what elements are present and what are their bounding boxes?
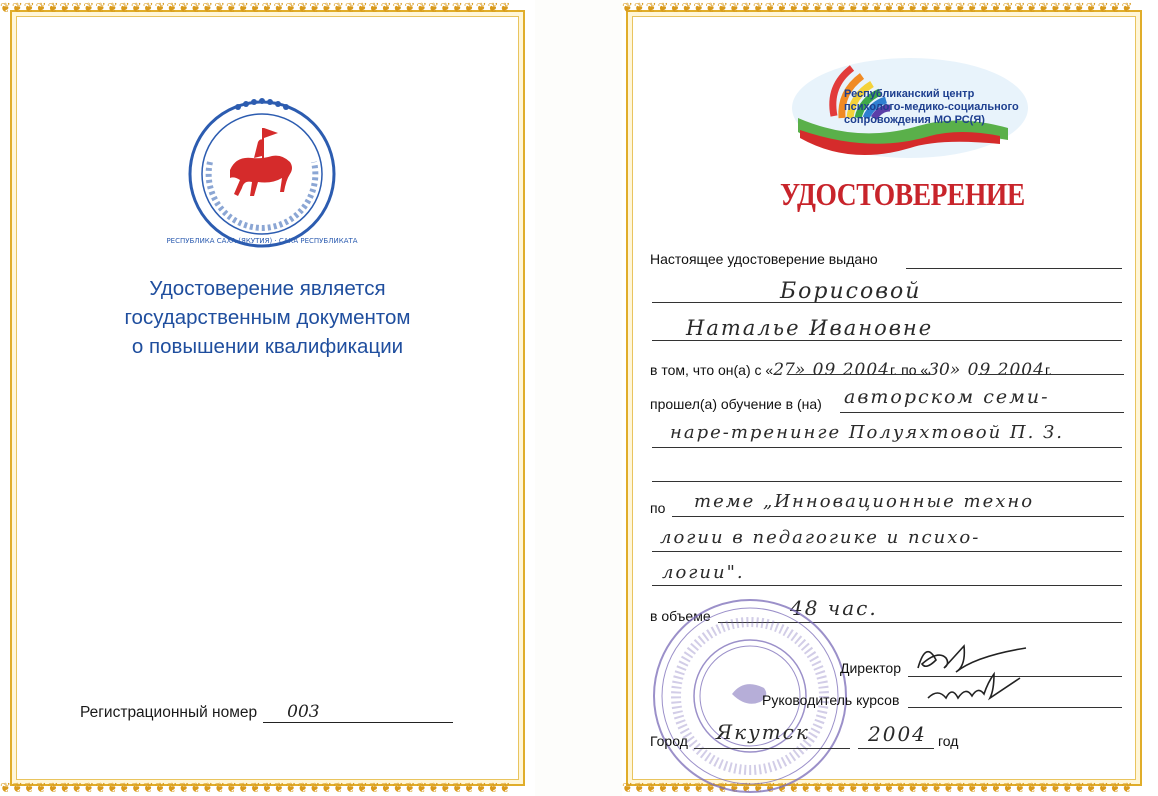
ornament-top: ❦❦❦❦❦❦❦❦❦❦❦❦❦❦❦❦❦❦❦❦❦❦❦❦❦❦❦❦❦❦❦❦❦❦❦❦❦❦❦❦❦❦❦ [622, 1, 1134, 16]
period-label [650, 360, 1052, 380]
ornament-bottom: ❦❦❦❦❦❦❦❦❦❦❦❦❦❦❦❦❦❦❦❦❦❦❦❦❦❦❦❦❦❦❦❦❦❦❦❦❦❦❦❦❦❦❦ [0, 781, 512, 796]
qualification-statement [60, 274, 475, 361]
topic-line-3 [652, 585, 1122, 586]
topic-value-2: логии в педагогике и психо- [660, 527, 981, 548]
end-rest: » 09 2004 [949, 360, 1045, 380]
trained-line-1 [840, 412, 1124, 413]
city-label: Город [650, 733, 688, 749]
logo-line: Республиканский центр [844, 88, 975, 100]
page-gap [535, 0, 622, 796]
start-day: 27 [773, 360, 795, 380]
trained-label: прошел(а) обучение в (на) [650, 396, 822, 412]
trained-line-2 [652, 447, 1122, 448]
yakutia-emblem-icon [166, 92, 358, 252]
period-prefix: в том, что он(а) с « [650, 362, 774, 378]
topic-line-1 [672, 516, 1124, 517]
statement-line: Удостоверение является [149, 277, 386, 300]
registration-label: Регистрационный номер [80, 704, 258, 721]
certificate-title: УДОСТОВЕРЕНИЕ [780, 176, 1025, 212]
issued-label: Настоящее удостоверение выдано [650, 251, 878, 267]
course-head-signature-icon [920, 672, 1020, 712]
surname-value: Борисовой [780, 279, 922, 304]
period-end-line [978, 374, 1124, 375]
course-head-label: Руководитель курсов [762, 692, 900, 708]
period-start-line [788, 374, 930, 375]
start-rest: » 09 2004 [794, 360, 890, 380]
trained-value-2: наре-тренинге Полуяхтовой П. З. [670, 422, 1064, 443]
volume-label: в объеме [650, 608, 711, 624]
ornament-bottom: ❦❦❦❦❦❦❦❦❦❦❦❦❦❦❦❦❦❦❦❦❦❦❦❦❦❦❦❦❦❦❦❦❦❦❦❦❦❦❦❦❦❦❦ [622, 781, 1134, 796]
period-suffix: г. [1044, 362, 1053, 378]
end-day: 30 [928, 360, 950, 380]
city-line [694, 748, 850, 749]
director-label: Директор [840, 660, 901, 676]
logo-line: сопровождения МО РС(Я) [844, 114, 985, 126]
given-names-line [652, 340, 1122, 341]
topic-line-2 [652, 551, 1122, 552]
topic-value-3: логии". [662, 562, 745, 583]
given-names-value: Наталье Ивановне [686, 316, 934, 340]
topic-label: по [650, 500, 666, 516]
year-suffix: год [938, 733, 959, 749]
registration-value: 003 [263, 702, 453, 723]
trained-value-1: авторском семи- [844, 386, 1050, 408]
center-logo-text [844, 88, 1044, 127]
issued-line [906, 268, 1122, 269]
period-to: г. по « [889, 362, 929, 378]
statement-line: государственным документом [124, 306, 411, 329]
ornament-top: ❦❦❦❦❦❦❦❦❦❦❦❦❦❦❦❦❦❦❦❦❦❦❦❦❦❦❦❦❦❦❦❦❦❦❦❦❦❦❦❦❦❦❦ [0, 1, 512, 16]
topic-value-1: теме „Инновационные техно [694, 491, 1035, 512]
city-value: Якутск [716, 720, 810, 744]
trained-line-3 [652, 481, 1122, 482]
year-line [858, 748, 934, 749]
volume-value: 48 час. [790, 596, 878, 620]
year-value: 2004 [868, 722, 927, 746]
logo-line: психолого-медико-социального [844, 101, 1019, 113]
registration-number [80, 702, 453, 723]
statement-line: о повышении квалификации [131, 335, 404, 358]
seal-ring-text: РЕСПУБЛИКА САХА (ЯКУТИЯ) · САХА РЕСПУБЛИКАТА [166, 237, 358, 245]
